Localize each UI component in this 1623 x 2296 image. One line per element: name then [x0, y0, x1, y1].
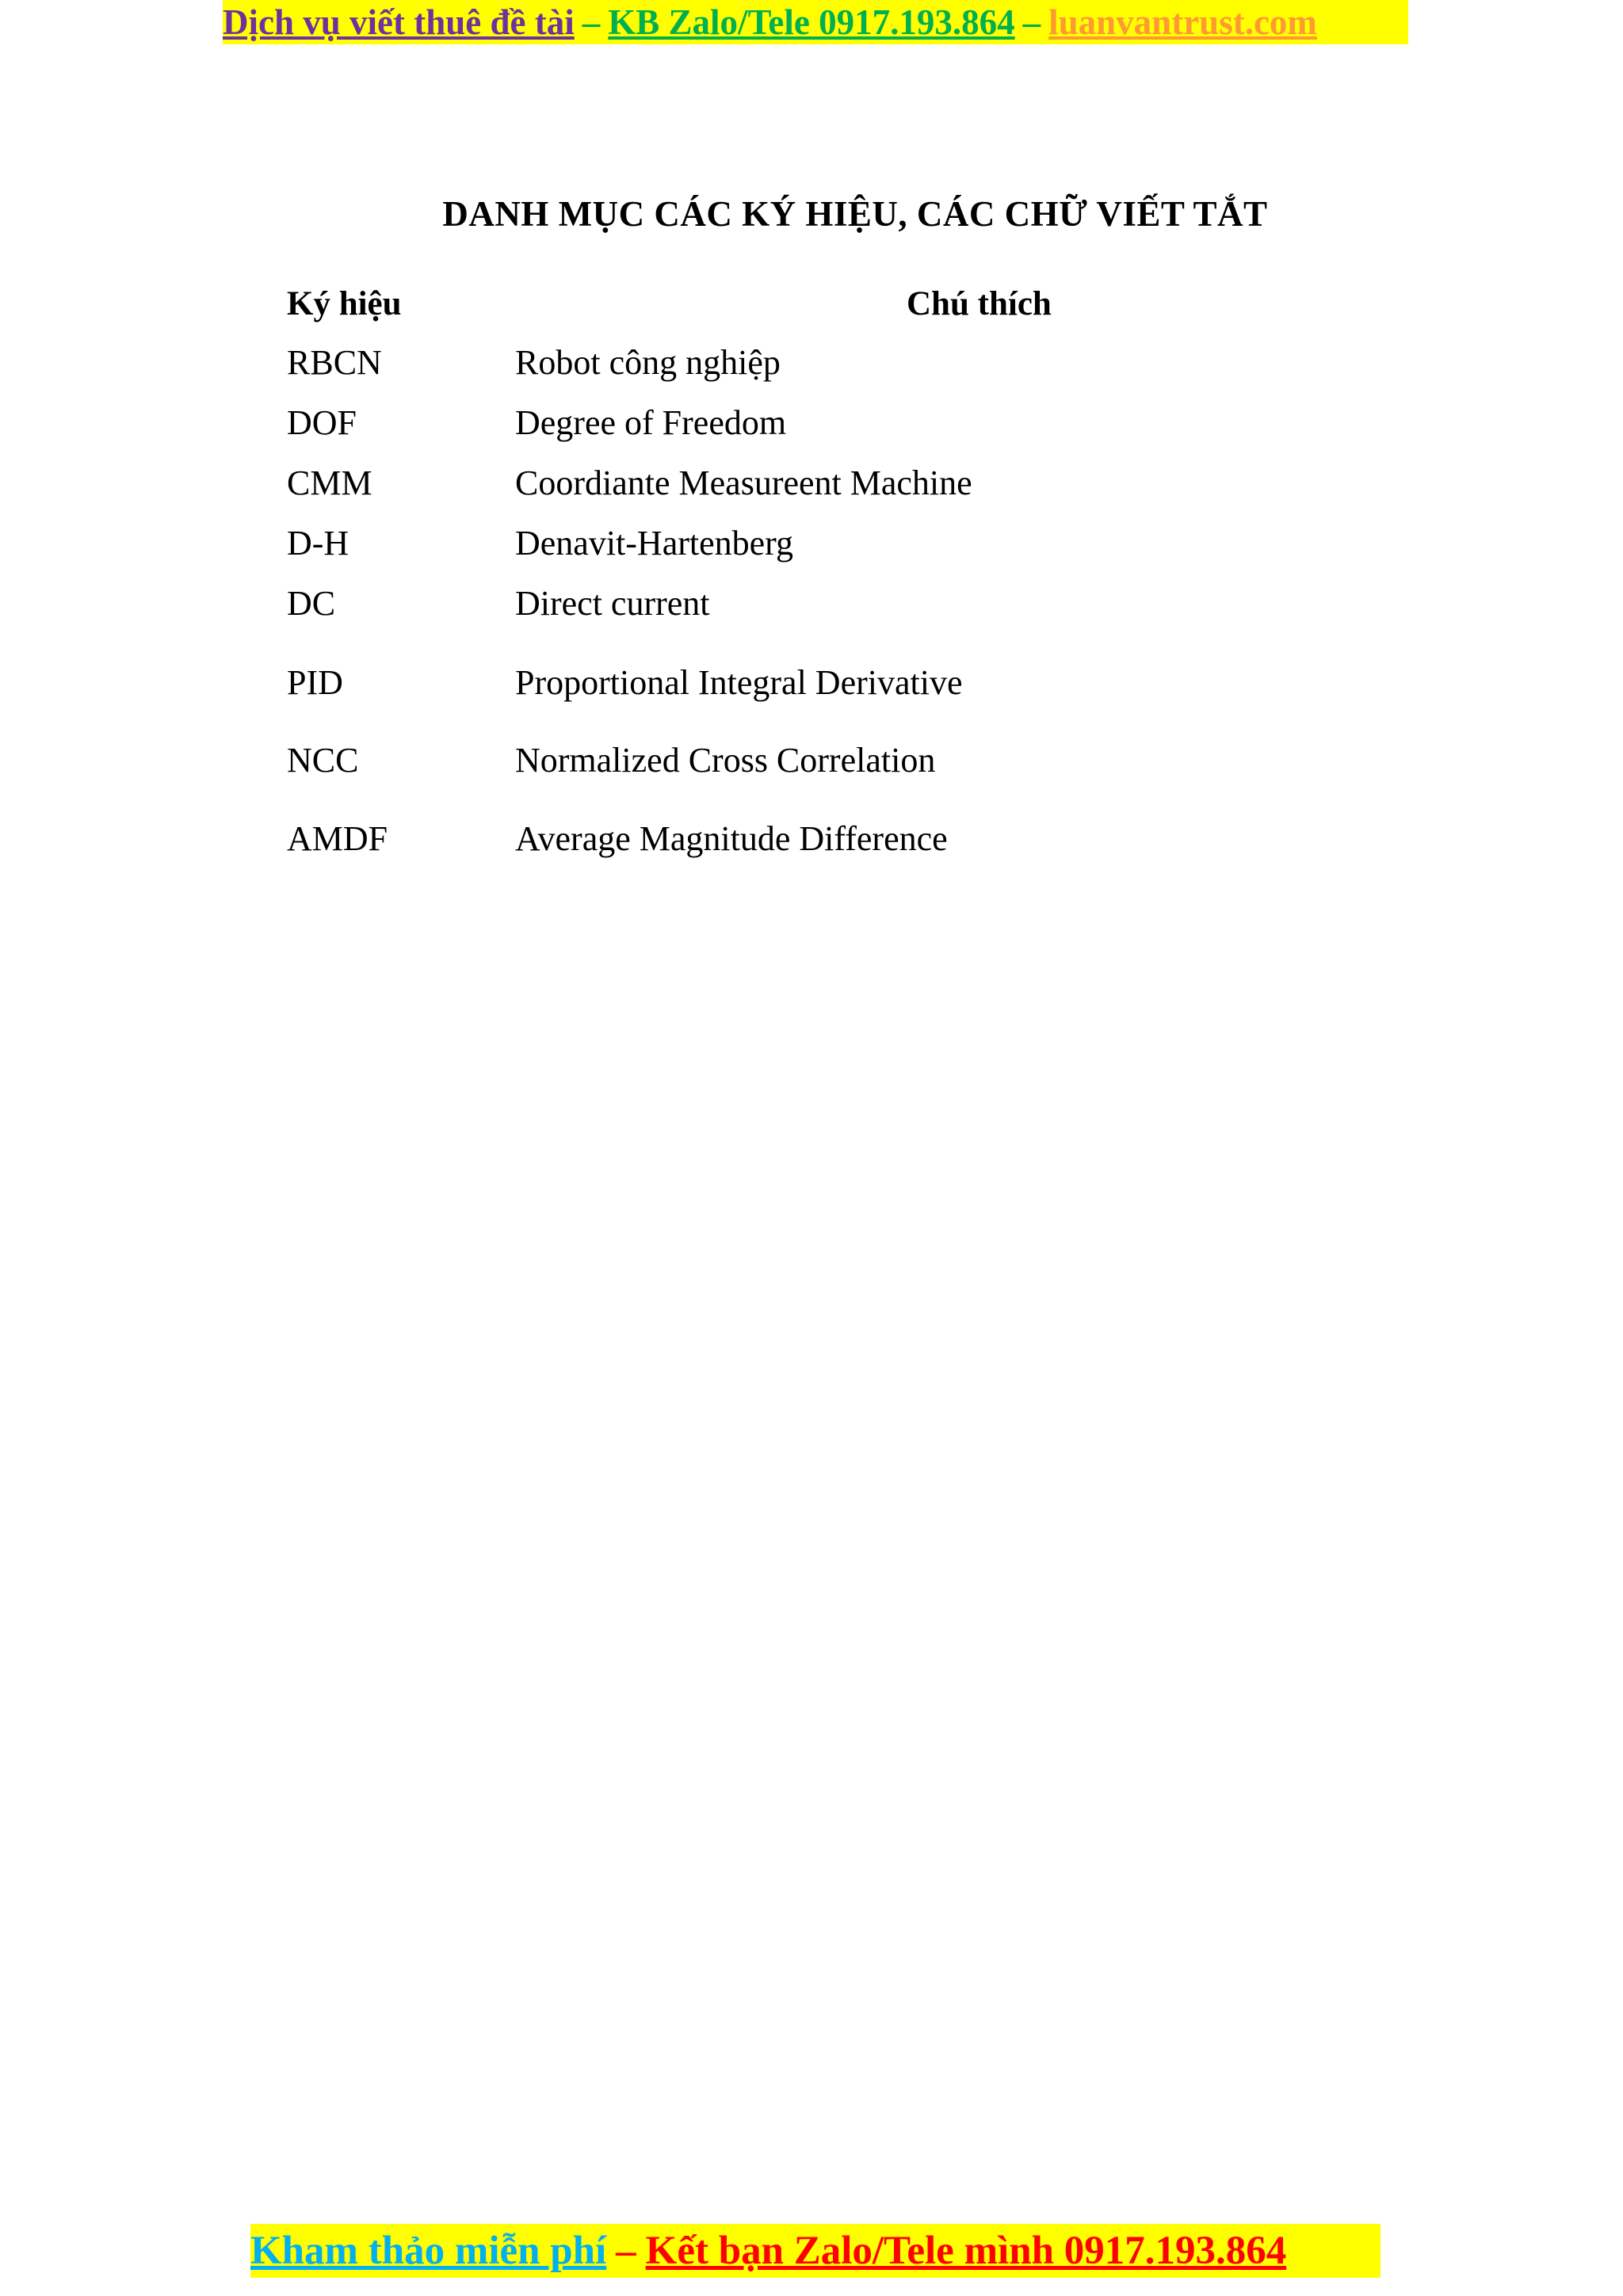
- abbreviation-symbol: NCC: [287, 741, 359, 780]
- header-banner: [223, 0, 1408, 44]
- abbreviation-symbol: CMM: [287, 463, 372, 502]
- abbreviation-symbol: PID: [287, 663, 343, 702]
- header-website-link[interactable]: luanvantrust.com: [1048, 2, 1317, 42]
- abbreviation-note: Degree of Freedom: [515, 403, 787, 442]
- header-separator: –: [582, 2, 601, 42]
- abbreviation-symbol: D-H: [287, 524, 349, 563]
- abbreviation-note: Robot công nghiệp: [515, 343, 781, 382]
- footer-contact-text[interactable]: Kết bạn Zalo/Tele mình 0917.193.864: [645, 2229, 1287, 2273]
- footer-banner: [250, 2224, 1381, 2278]
- abbreviation-note: Denavit-Hartenberg: [515, 524, 794, 563]
- abbreviation-symbol: DOF: [287, 403, 357, 442]
- abbreviation-note: Average Magnitude Difference: [515, 819, 948, 858]
- page-title: DANH MỤC CÁC KÝ HIỆU, CÁC CHỮ VIẾT TẮT: [442, 194, 1268, 234]
- abbreviation-note: Normalized Cross Correlation: [515, 741, 936, 780]
- abbreviation-symbol: RBCN: [287, 343, 382, 382]
- header-service-text[interactable]: Dịch vụ viết thuê đề tài: [223, 2, 575, 42]
- column-header-note: Chú thích: [907, 285, 1052, 322]
- footer-separator: –: [616, 2229, 636, 2273]
- abbreviation-note: Direct current: [515, 584, 710, 623]
- abbreviation-note: Coordiante Measureent Machine: [515, 463, 972, 502]
- header-separator: –: [1022, 2, 1041, 42]
- abbreviation-note: Proportional Integral Derivative: [515, 663, 963, 702]
- column-header-symbol: Ký hiệu: [287, 285, 402, 322]
- abbreviation-symbol: DC: [287, 584, 336, 623]
- header-contact-text[interactable]: KB Zalo/Tele 0917.193.864: [608, 2, 1015, 42]
- abbreviation-symbol: AMDF: [287, 819, 388, 858]
- footer-free-reference-text[interactable]: Kham thảo miễn phí: [250, 2229, 607, 2273]
